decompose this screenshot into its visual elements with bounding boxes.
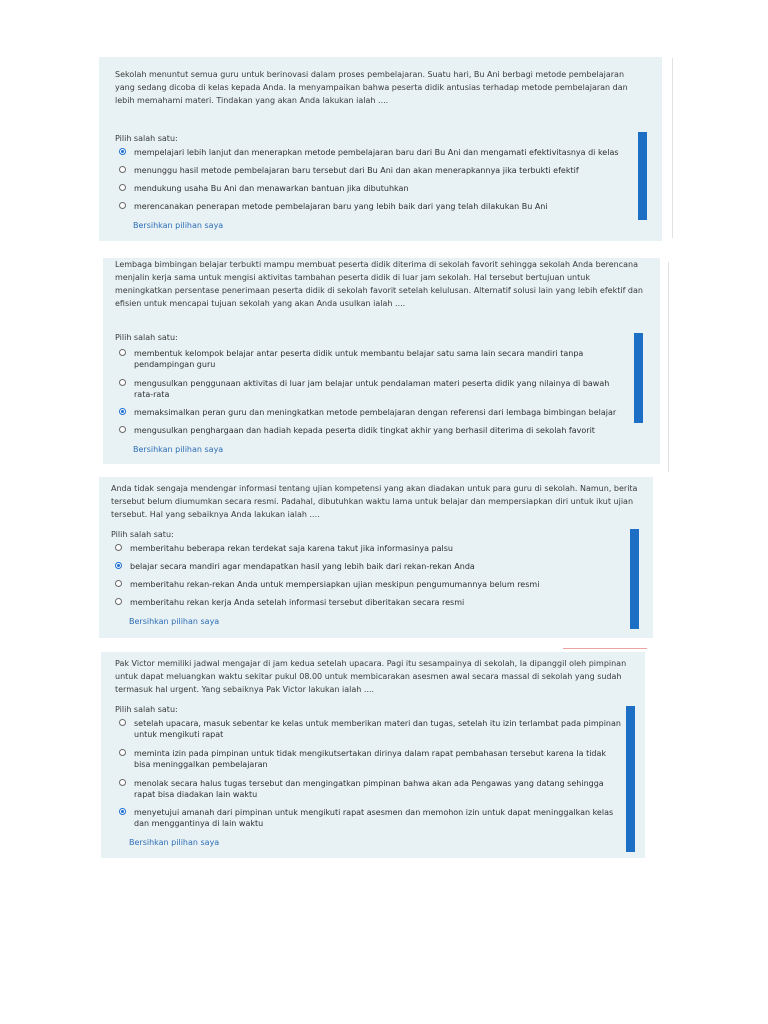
pick-label: Pilih salah satu: — [111, 530, 174, 539]
radio-selected[interactable] — [115, 562, 122, 569]
question-card-3 — [99, 477, 653, 638]
radio-selected[interactable] — [119, 148, 126, 155]
option-label: belajar secara mandiri agar mendapatkan hasil yang lebih baik dari rekan-rekan Anda — [130, 562, 475, 571]
option-3[interactable] — [119, 407, 629, 418]
radio[interactable] — [119, 379, 126, 386]
option-label: menyetujui amanah dari pimpinan untuk mengikuti rapat asesmen dan memohon izin untuk dapat meninggalkan kelas dan menggantinya di lain waktu — [134, 808, 614, 828]
option-label: mengusulkan penghargaan dan hadiah kepada peserta didik tingkat akhir yang berhasil diterima di sekolah favorit — [134, 426, 595, 435]
radio[interactable] — [115, 580, 122, 587]
pick-label: Pilih salah satu: — [115, 705, 178, 714]
clear-choice-link[interactable]: Bersihkan pilihan saya — [133, 445, 224, 454]
option-label: menolak secara halus tugas tersebut dan mengingatkan pimpinan bahwa akan ada Pengawas yang datang sehingga rapat bisa diadakan lain waktu — [134, 779, 604, 799]
option-4[interactable] — [119, 201, 639, 212]
radio[interactable] — [119, 166, 126, 173]
option-label: mendukung usaha Bu Ani dan menawarkan bantuan jika dibutuhkan — [134, 184, 409, 193]
question-text: Sekolah menuntut semua guru untuk berinovasi dalam proses pembelajaran. Suatu hari, Bu Ani berbagi metode pembelajaran yang sedang dicoba di kelas kepada Anda. Ia menyampaikan bahwa peserta didik antusias terhadap metode pembelajaran dan lebih memahami materi. Tindakan yang akan Anda lakukan ialah .... — [115, 70, 628, 105]
radio-selected[interactable] — [119, 808, 126, 815]
page-edge-line — [668, 262, 669, 472]
option-2[interactable] — [119, 165, 639, 176]
pick-label: Pilih salah satu: — [115, 134, 178, 143]
question-text: Anda tidak sengaja mendengar informasi tentang ujian kompetensi yang akan diadakan untuk para guru di sekolah. Namun, berita tersebut belum diumumkan secara resmi. Padahal, dibutuhkan waktu lama untuk belajar dan mempersiapkan diri untuk ikut ujian tersebut. Hal yang sebaiknya Anda lakukan ialah .... — [111, 484, 638, 519]
option-4[interactable] — [119, 807, 624, 829]
option-3[interactable] — [119, 778, 624, 800]
flag-marker[interactable] — [630, 529, 639, 629]
radio[interactable] — [119, 779, 126, 786]
question-card-2 — [103, 258, 660, 464]
option-label: merencanakan penerapan metode pembelajaran baru yang lebih baik dari yang telah dilakukan Bu Ani — [134, 202, 548, 211]
option-label: mengusulkan penggunaan aktivitas di luar jam belajar untuk pendalaman materi peserta didik yang nilainya di bawah rata-rata — [134, 379, 610, 399]
question-text: Pak Victor memiliki jadwal mengajar di jam kedua setelah upacara. Pagi itu sesampainya di sekolah, Ia dipanggil oleh pimpinan untuk dapat meluangkan waktu sekitar pukul 08.00 untuk membicarakan asesmen awal secara massal di sekolah yang sudah termasuk hal urgent. Yang sebaiknya Pak Victor lakukan ialah .... — [115, 659, 627, 694]
divider-line — [563, 648, 647, 649]
radio[interactable] — [119, 719, 126, 726]
pick-label: Pilih salah satu: — [115, 333, 178, 342]
option-3[interactable] — [115, 579, 615, 590]
clear-choice-link[interactable]: Bersihkan pilihan saya — [133, 221, 224, 230]
flag-marker[interactable] — [626, 706, 635, 852]
option-4[interactable] — [115, 597, 615, 608]
question-text: Lembaga bimbingan belajar terbukti mampu membuat peserta didik diterima di sekolah favorit sehingga sekolah Anda berencana menjalin kerja sama untuk mengisi aktivitas tambahan peserta didik di luar jam sekolah. Hal tersebut bertujuan untuk meningkatkan persentase penerimaan peserta didik di sekolah favorit setelah kelulusan. Alternatif solusi lain yang lebih efektif dan efisien untuk mencapai tujuan sekolah yang akan Anda usulkan ialah .... — [115, 260, 643, 308]
question-card-1 — [99, 57, 662, 241]
option-label: memberitahu beberapa rekan terdekat saja karena takut jika informasinya palsu — [130, 544, 453, 553]
option-2[interactable] — [115, 561, 615, 572]
option-label: meminta izin pada pimpinan untuk tidak mengikutsertakan dirinya dalam rapat pembahasan tersebut karena Ia tidak bisa meninggalkan pembelajaran — [134, 749, 607, 769]
flag-marker[interactable] — [638, 132, 647, 220]
option-1[interactable] — [115, 543, 615, 554]
option-4[interactable] — [119, 425, 629, 436]
radio[interactable] — [119, 184, 126, 191]
option-label: mempelajari lebih lanjut dan menerapkan metode pembelajaran baru dari Bu Ani dan mengamati efektivitasnya di kelas — [134, 148, 619, 157]
option-label: memberitahu rekan-rekan Anda untuk mempersiapkan ujian meskipun pengumumannya belum resmi — [130, 580, 540, 589]
radio[interactable] — [119, 749, 126, 756]
flag-marker[interactable] — [634, 333, 643, 423]
clear-choice-link[interactable]: Bersihkan pilihan saya — [129, 838, 220, 847]
option-2[interactable] — [119, 378, 629, 400]
option-1[interactable] — [119, 718, 624, 740]
radio-selected[interactable] — [119, 408, 126, 415]
option-label: memaksimalkan peran guru dan meningkatkan metode pembelajaran dengan referensi dari lembaga bimbingan belajar — [134, 408, 617, 417]
option-label: setelah upacara, masuk sebentar ke kelas untuk memberikan materi dan tugas, setelah itu izin terlambat pada pimpinan untuk mengikuti rapat — [134, 719, 621, 739]
option-3[interactable] — [119, 183, 639, 194]
option-2[interactable] — [119, 748, 624, 770]
radio[interactable] — [115, 544, 122, 551]
clear-choice-link[interactable]: Bersihkan pilihan saya — [129, 617, 220, 626]
radio[interactable] — [119, 426, 126, 433]
question-card-4 — [101, 652, 645, 858]
radio[interactable] — [119, 349, 126, 356]
option-1[interactable] — [119, 147, 639, 158]
radio[interactable] — [115, 598, 122, 605]
page-edge-line — [672, 58, 673, 238]
option-label: menunggu hasil metode pembelajaran baru tersebut dari Bu Ani dan akan menerapkannya jika terbukti efektif — [134, 166, 579, 175]
option-label: memberitahu rekan kerja Anda setelah informasi tersebut diberitakan secara resmi — [130, 598, 465, 607]
radio[interactable] — [119, 202, 126, 209]
option-label: membentuk kelompok belajar antar peserta didik untuk membantu belajar satu sama lain secara mandiri tanpa pendampingan guru — [134, 349, 584, 369]
option-1[interactable] — [119, 348, 629, 370]
